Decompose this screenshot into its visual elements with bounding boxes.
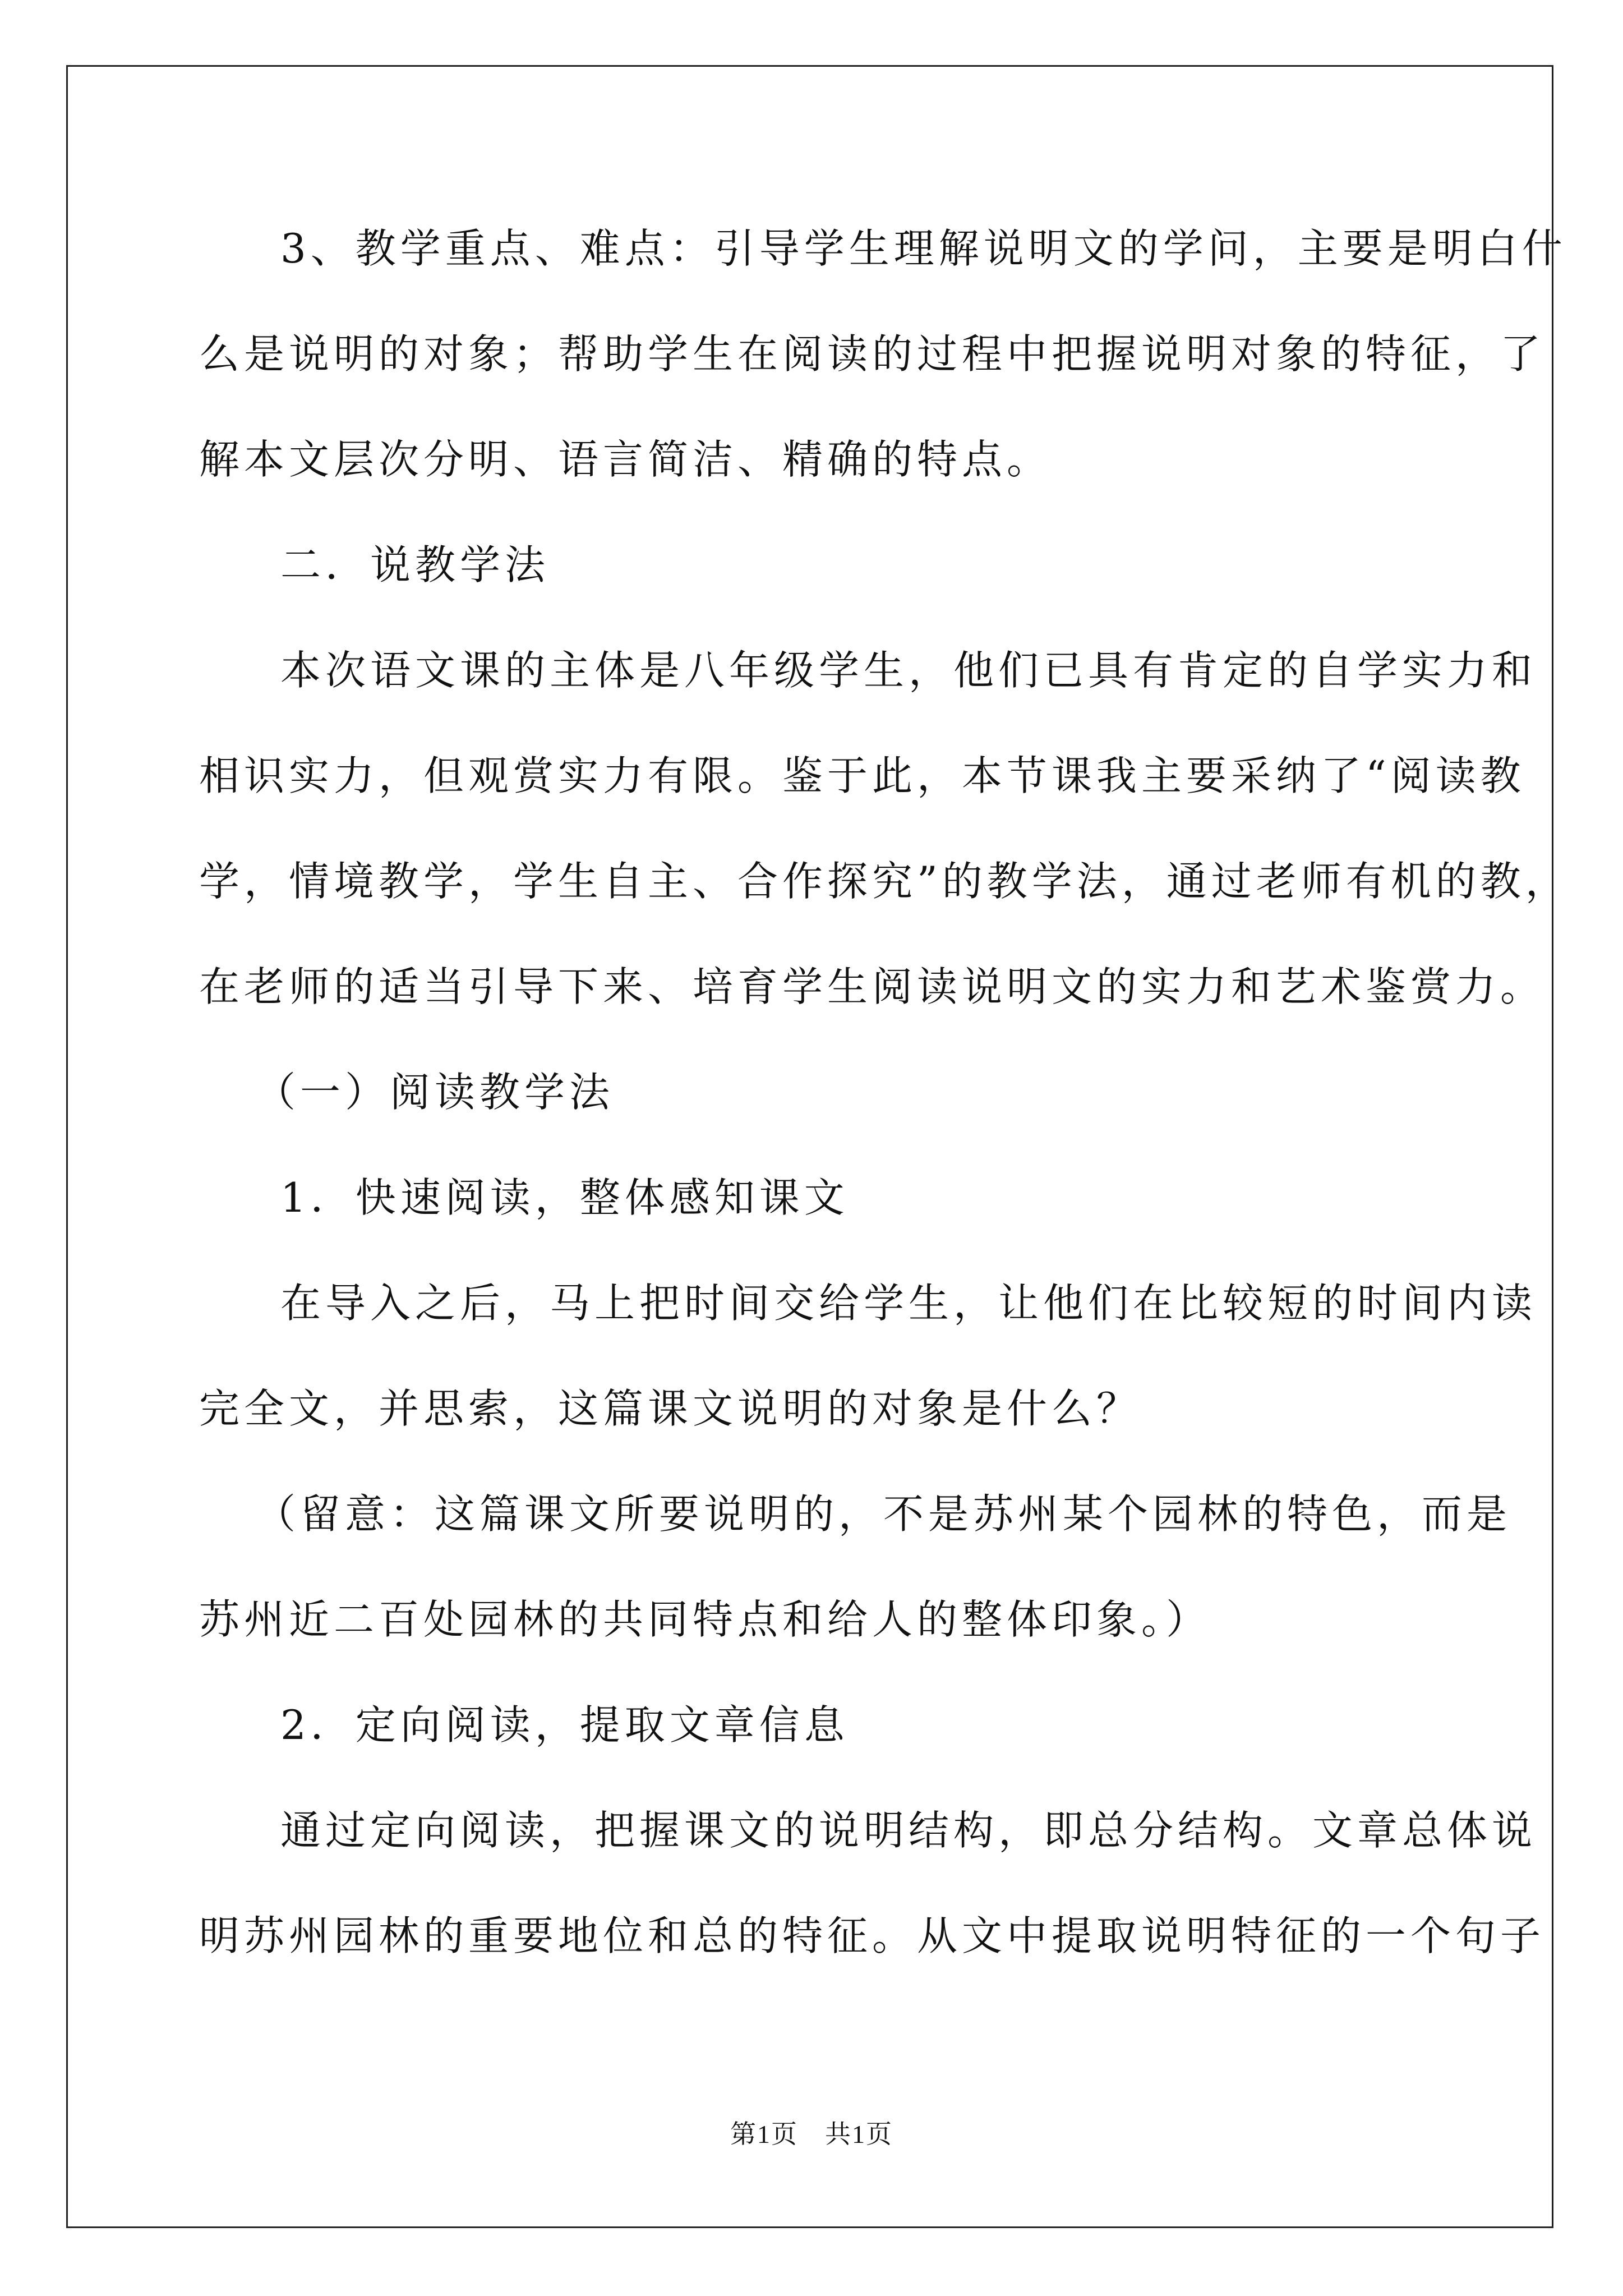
text-line: 明苏州园林的重要地位和总的特征。从文中提取说明特征的一个句子 [199,1912,1546,1959]
text-line: （留意：这篇课文所要说明的，不是苏州某个园林的特色，而是 [255,1490,1512,1538]
text-line: 相识实力，但观赏实力有限。鉴于此，本节课我主要采纳了“阅读教 [199,752,1525,799]
text-line: 么是说明的对象；帮助学生在阅读的过程中把握说明对象的特征，了 [199,330,1546,378]
page-number: 第1页 [730,2120,798,2148]
subsection-heading: （一）阅读教学法 [255,1069,615,1116]
text-line: 3、教学重点、难点：引导学生理解说明文的学问，主要是明白什 [280,225,1567,272]
text-line: 苏州近二百处园林的共同特点和给人的整体印象。） [199,1596,1211,1643]
subsection-heading: 2．定向阅读，提取文章信息 [280,1701,849,1749]
text-line: 解本文层次分明、语言简洁、精确的特点。 [199,436,1052,483]
text-line: 在导入之后，马上把时间交给学生，让他们在比较短的时间内读 [280,1280,1537,1327]
text-line: 通过定向阅读，把握课文的说明结构，即总分结构。文章总体说 [280,1807,1537,1854]
text-line: 学，情境教学，学生自主、合作探究”的教学法，通过老师有机的教， [199,858,1570,905]
page-footer [0,2118,1623,2151]
page-total: 共1页 [825,2120,893,2148]
text-line: 在老师的适当引导下来、培育学生阅读说明文的实力和艺术鉴赏力。 [199,963,1546,1010]
page-border [66,65,1553,2228]
section-heading: 二．说教学法 [280,541,550,588]
text-line: 完全文，并思索，这篇课文说明的对象是什么？ [199,1385,1142,1432]
text-line: 本次语文课的主体是八年级学生，他们已具有肯定的自学实力和 [280,647,1537,694]
subsection-heading: 1．快速阅读，整体感知课文 [280,1174,849,1221]
